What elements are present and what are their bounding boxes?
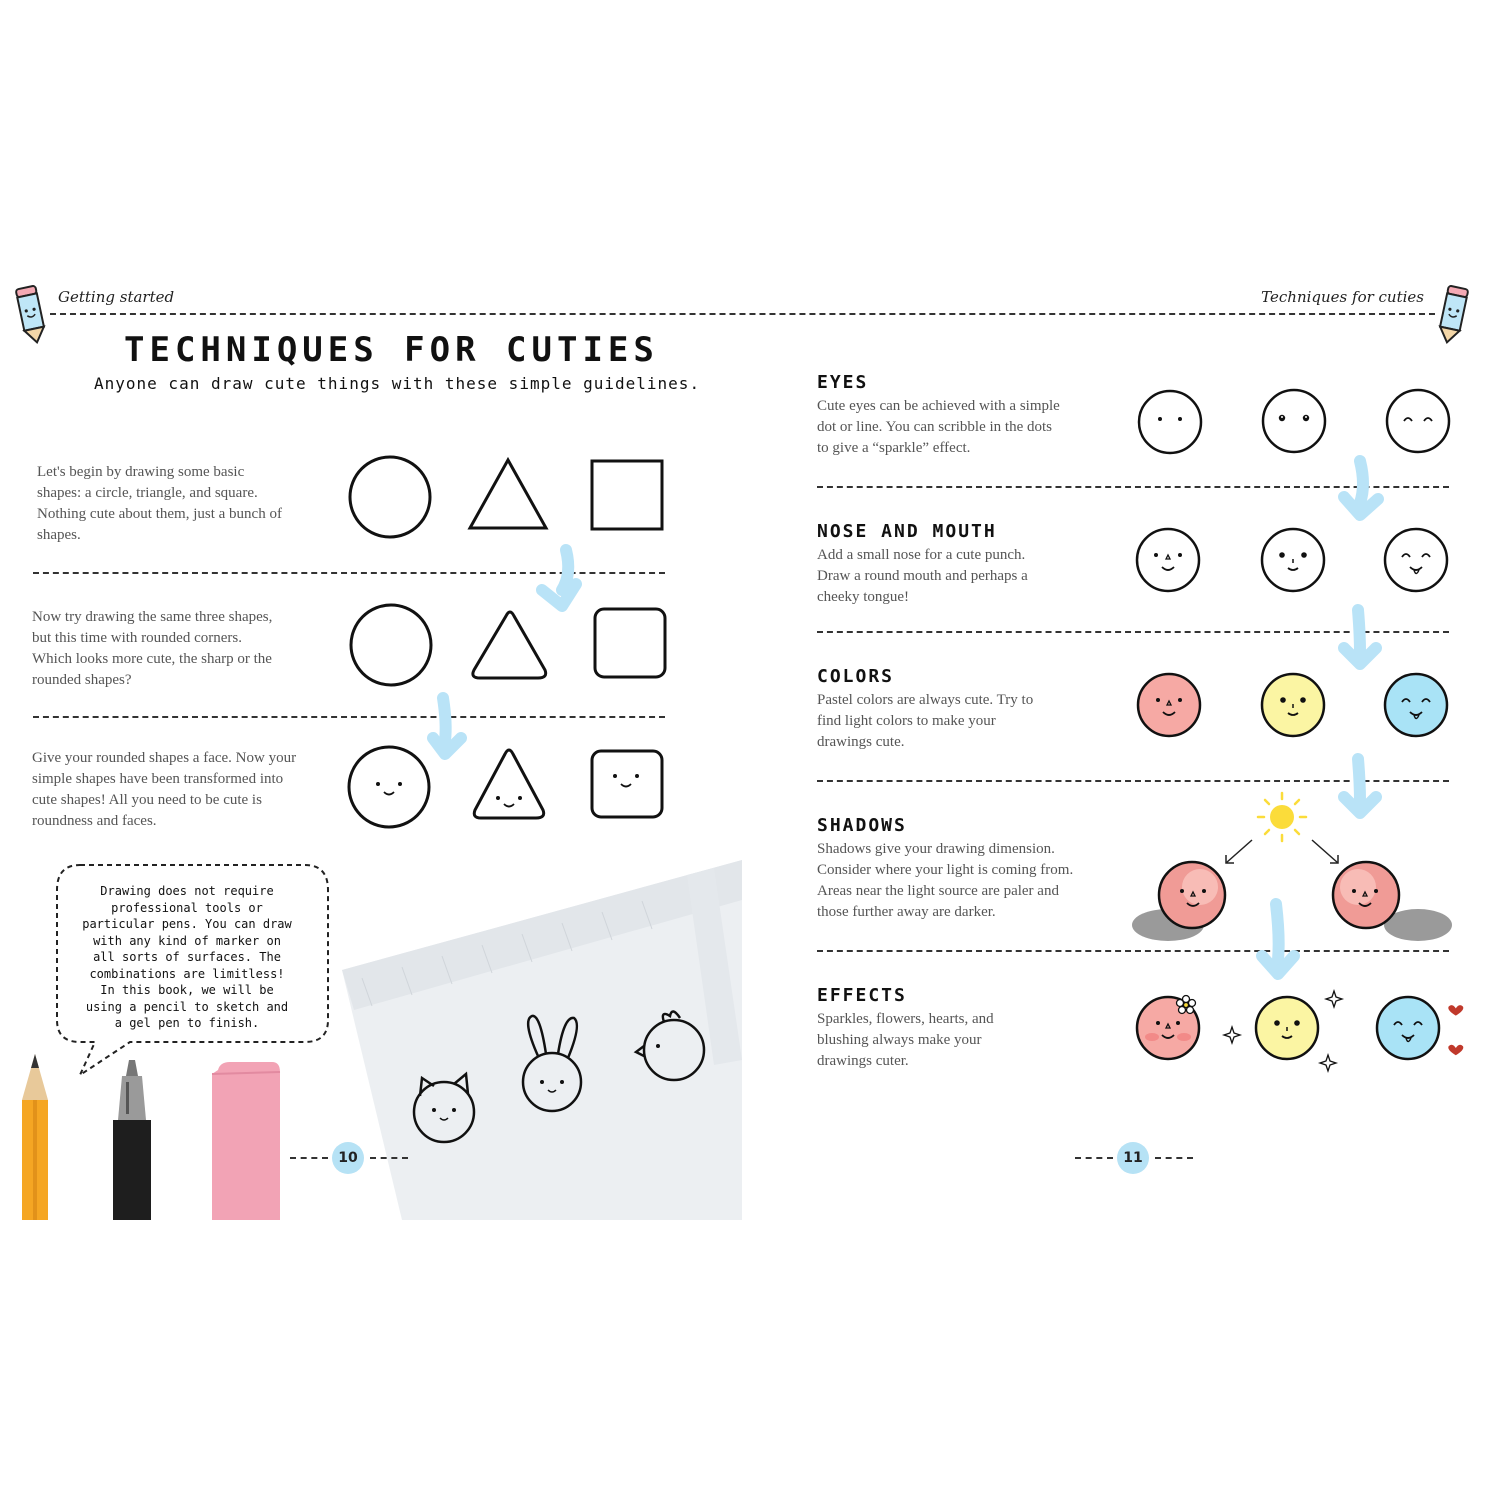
page-title: TECHNIQUES FOR CUTIES: [124, 330, 659, 370]
section-heading-colors: COLORS: [817, 666, 895, 687]
page-number-rule: [290, 1157, 328, 1159]
page-number-right: 11: [1117, 1142, 1149, 1174]
row-1-text: Let's begin by drawing some basic shapes: a circle, triangle, and square. Nothing cute about them, just a bunch of shapes.: [37, 464, 282, 543]
section-text-shadows: Shadows give your drawing dimension. Consider where your light is coming from. Areas near the light source are paler and those further away are darker.: [817, 841, 1074, 920]
eraser-tool: [210, 1060, 284, 1220]
left-running-title: Getting started: [58, 288, 175, 306]
pencil-mascot-icon: [1436, 283, 1470, 345]
row-2-text: Now try drawing the same three shapes, but this time with rounded corners. Which looks more cute, the sharp or the rounded shapes?: [32, 609, 273, 688]
colors-examples: [1130, 670, 1460, 745]
heart-icon: [1448, 1005, 1463, 1015]
gel-pen-tool: [110, 1058, 154, 1220]
section-text-eyes: Cute eyes can be achieved with a simple dot or line. You can scribble in the dots to give a “sparkle” effect.: [817, 398, 1060, 456]
section-heading-nose-mouth: NOSE AND MOUTH: [817, 521, 997, 542]
row-divider: [33, 716, 665, 718]
down-arrow-icon: [536, 544, 586, 614]
page-number-left: 10: [332, 1142, 364, 1174]
rounded-shapes: [340, 598, 680, 688]
page-number-rule: [1075, 1157, 1113, 1159]
pencil-mascot-icon: [14, 283, 48, 345]
down-arrow-icon: [1336, 753, 1386, 825]
eyes-examples: [1130, 385, 1460, 460]
down-arrow-icon: [1336, 604, 1386, 674]
section-divider: [817, 950, 1449, 952]
sparkle-icon: [1224, 1027, 1240, 1043]
sparkle-icon: [1320, 1055, 1336, 1071]
speech-bubble-text: Drawing does not require professional tools or particular pens. You can draw with any kind of marker on all sorts of surfaces. The combinations are limitless! In this book, we will be using a pencil to sketch and a gel pen to finish.: [82, 884, 292, 1030]
circle-shape: [350, 457, 430, 537]
sparkle-icon: [1326, 991, 1342, 1007]
sun-icon: [1258, 793, 1306, 841]
right-running-title: Techniques for cuties: [1261, 288, 1424, 306]
nose-mouth-examples: [1130, 525, 1460, 600]
down-arrow-icon: [423, 692, 473, 764]
pencil-tool: [18, 1050, 54, 1220]
napkin-photo: [342, 860, 742, 1220]
page-subtitle: Anyone can draw cute things with these simple guidelines.: [94, 374, 701, 393]
heart-icon: [1448, 1045, 1463, 1055]
header-divider: [50, 313, 1435, 315]
square-shape: [592, 461, 662, 529]
sharp-shapes: [340, 450, 680, 540]
down-arrow-icon: [1338, 455, 1388, 525]
section-text-effects: Sparkles, flowers, hearts, and blushing always make your drawings cuter.: [817, 1011, 994, 1069]
section-heading-shadows: SHADOWS: [817, 815, 907, 836]
page-number-rule: [1155, 1157, 1193, 1159]
row-3-text: Give your rounded shapes a face. Now your simple shapes have been transformed into cute shapes! All you need to be cute is roundness and faces.: [32, 750, 297, 829]
down-arrow-icon: [1254, 898, 1304, 984]
section-text-nose-mouth: Add a small nose for a cute punch. Draw a round mouth and perhaps a cheeky tongue!: [817, 547, 1028, 605]
section-heading-eyes: EYES: [817, 372, 869, 393]
page-number-rule: [370, 1157, 408, 1159]
effects-examples: [1130, 985, 1470, 1075]
section-heading-effects: EFFECTS: [817, 985, 907, 1006]
triangle-shape: [470, 460, 546, 528]
section-text-colors: Pastel colors are always cute. Try to find light colors to make your drawings cute.: [817, 692, 1034, 750]
cute-shapes: [340, 740, 680, 835]
